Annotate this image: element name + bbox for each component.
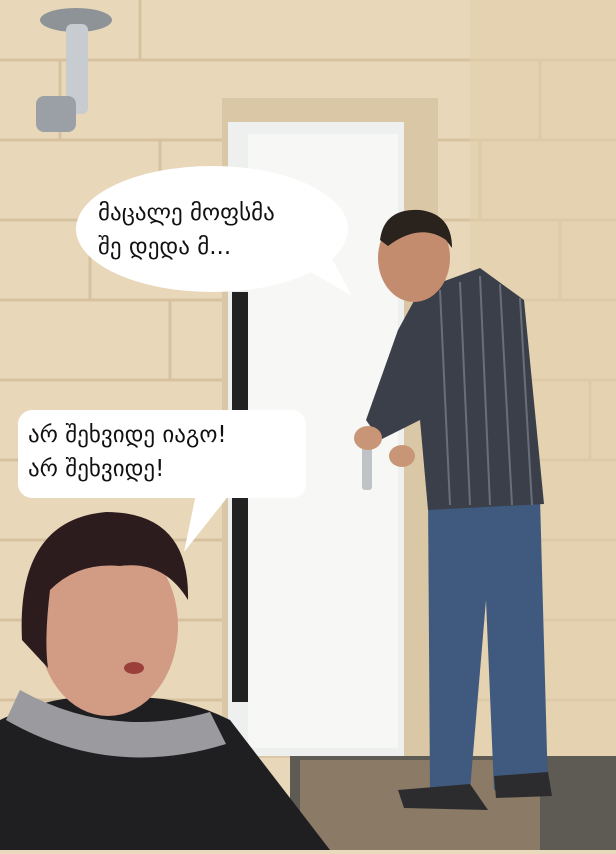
- speech-line: შე დედა მ...: [98, 234, 232, 260]
- speech-bubble-top: [76, 166, 348, 292]
- speech-bubble-left: [18, 410, 306, 498]
- speech-text-top: [98, 196, 338, 264]
- woman-mouth: [124, 662, 144, 674]
- left-hand: [354, 426, 382, 450]
- right-hand: [389, 445, 415, 467]
- speech-line: არ შეხვიდე იაგო!: [28, 422, 227, 448]
- speech-text-left: [28, 418, 304, 486]
- right-shoe: [494, 772, 552, 798]
- speech-line: არ შეხვიდე!: [28, 456, 165, 482]
- speech-line: მაცალე მოფსმა: [98, 200, 275, 226]
